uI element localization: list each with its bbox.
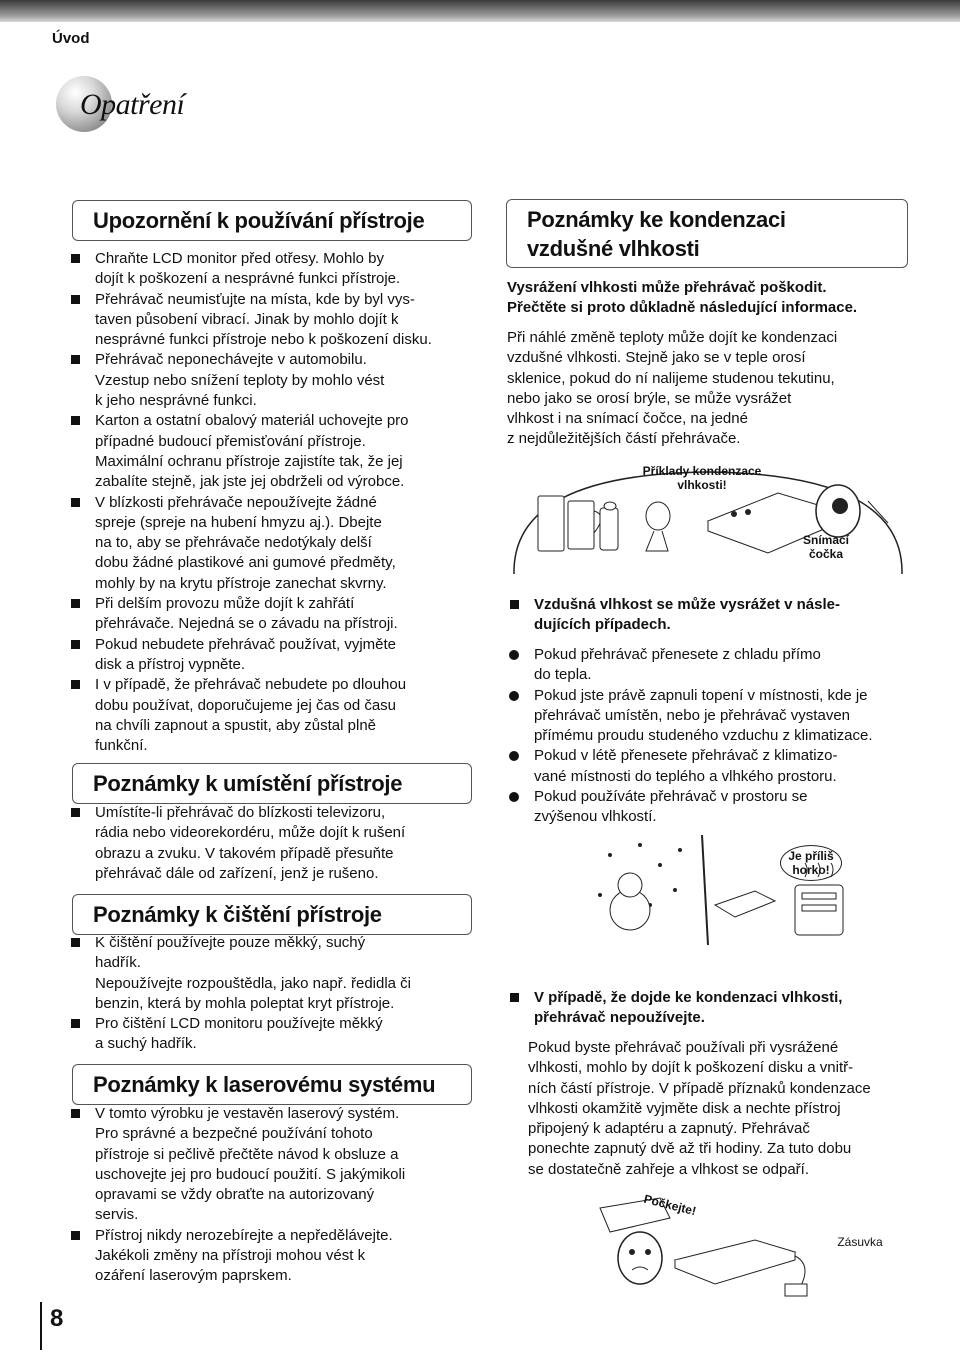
- heading-condensation: [506, 199, 908, 268]
- list-item-line: případné budoucí přemisťování přístroje.: [95, 432, 366, 450]
- list-item-line: taven působení vibrací. Jinak by mohlo dojít k: [95, 310, 399, 328]
- list-item-line: Pokud přehrávač přenesete z chladu přímo: [534, 646, 821, 663]
- list-item-line: V blízkosti přehrávače nepoužívejte žádné: [95, 493, 377, 511]
- list-item-line: Maximální ochranu přístroje zajistíte tak, že jej: [95, 452, 403, 470]
- page-title: Opatření: [80, 88, 185, 121]
- list-item-line: uschovejte jej pro budoucí použití. S jakýmikoli: [95, 1165, 406, 1183]
- text-line: vzdušné vlhkosti. Stejně jako se v teple orosí: [507, 349, 806, 367]
- cases-heading: Vzdušná vlhkost se může vysrážet v násle- dujících případech.: [507, 595, 927, 636]
- list-item: [507, 746, 927, 787]
- list-item-line: Pokud v létě přenesete přehrávač z klimatizo-: [534, 747, 838, 765]
- list-item-line: dojít k poškození a nesprávné funkci přístroje.: [95, 270, 401, 288]
- text-line: sklenice, pokud do ní nalijeme studenou tekutinu,: [507, 369, 835, 387]
- list-item: [68, 803, 478, 884]
- lens-label: Snímací čočka: [802, 533, 850, 561]
- list-cleaning: [68, 933, 478, 1055]
- list-item: [68, 675, 478, 756]
- list-item-line: přístroje si pečlivě přečtěte návod k obsluze a: [95, 1145, 399, 1163]
- list-item-line: Umístíte-li přehrávač do blízkosti televizoru,: [95, 804, 386, 821]
- list-item-line: funkční.: [95, 737, 148, 755]
- list-item-line: disk a přístroj vypněte.: [95, 655, 246, 673]
- list-item-line: přímému proudu studeného vzduchu z klimatizace.: [534, 727, 873, 745]
- list-item-line: Pro správné a bezpečné používání tohoto: [95, 1125, 373, 1143]
- list-item-line: k jeho nesprávné funkci.: [95, 392, 257, 410]
- warning-text: [507, 278, 927, 319]
- list-item-line: Chraňte LCD monitor před otřesy. Mohlo by: [95, 250, 385, 267]
- text-line: připojený k adaptéru a zapnutý. Přehrávač: [528, 1120, 810, 1138]
- list-item-line: V tomto výrobku je vestavěn laserový systém.: [95, 1105, 400, 1122]
- cases-list: [507, 645, 927, 828]
- heading-usage: Upozornění k používání přístroje: [72, 200, 472, 241]
- list-item-line: nesprávné funkci přístroje nebo k poškození disku.: [95, 331, 432, 349]
- list-item-line: dobu žádné plastikové ani gumové předměty,: [95, 554, 396, 572]
- list-item-line: Při delším provozu může dojít k zahřátí: [95, 595, 355, 613]
- text-line: ponechte zapnutý dvě až tři hodiny. Za tuto dobu: [528, 1140, 852, 1158]
- list-item-line: Nepoužívejte rozpouštědla, jako např. ředidla či: [95, 974, 412, 992]
- list-item-line: Vzestup nebo snížení teploty by mohlo vést: [95, 371, 385, 389]
- list-item-line: na to, aby se přehrávače nedotýkaly delší: [95, 534, 372, 552]
- list-item: [68, 933, 478, 1014]
- list-item-line: Jakékoli změny na přístroji mohou vést k: [95, 1247, 366, 1265]
- list-item: [68, 350, 478, 411]
- list-item: [68, 411, 478, 492]
- list-item: [68, 635, 478, 676]
- text-line: vlhkosti okamžitě vyjměte disk a nechte přístroj: [528, 1099, 841, 1117]
- list-item-line: přehrávač dále od zařízení, jenž je rušeno.: [95, 864, 379, 882]
- list-item-line: opravami se vždy obraťte na autorizovaný: [95, 1186, 375, 1204]
- list-item-line: obrazu a zvuku. V takovém případě přesuňte: [95, 844, 394, 862]
- heading-placement: Poznámky k umístění přístroje: [72, 763, 472, 804]
- warning-line: Vysrážení vlhkosti může přehrávač poškodit.: [507, 279, 827, 296]
- text-line: z nejdůležitějších částí přehrávače.: [507, 430, 741, 448]
- no-use-text: [528, 1038, 928, 1180]
- heading-laser: Poznámky k laserovému systému: [72, 1064, 472, 1105]
- list-item-line: na chvíli zapnout a spustit, aby zůstal plně: [95, 716, 377, 734]
- list-item-line: Přehrávač neumisťujte na místa, kde by byl vys-: [95, 290, 415, 308]
- list-item-line: K čištění používejte pouze měkký, suchý: [95, 934, 366, 951]
- list-item-line: přehrávače. Nejedná se o závadu na přístroji.: [95, 615, 398, 633]
- list-item: [68, 594, 478, 635]
- wait-label: Počkejte!: [642, 1191, 698, 1219]
- list-item-line: Přehrávač neponechávejte v automobilu.: [95, 351, 367, 369]
- list-item-line: spreje (spreje na hubení hmyzu aj.). Dbejte: [95, 513, 382, 531]
- list-item-line: Pokud používáte přehrávač v prostoru se: [534, 788, 808, 806]
- list-item-line: servis.: [95, 1206, 139, 1224]
- list-usage: [68, 249, 478, 756]
- heading-cleaning: Poznámky k čištění přístroje: [72, 894, 472, 935]
- list-item-line: hadřík.: [95, 954, 141, 972]
- list-laser: [68, 1104, 478, 1287]
- text-line: se dostatečně zahřeje a vlhkost se odpaří.: [528, 1160, 810, 1178]
- list-item-line: dobu používat, doporučujeme jej čas od času: [95, 696, 397, 714]
- list-item-line: benzin, která by mohla poleptat kryt přístroje.: [95, 994, 395, 1012]
- section-label: Úvod: [52, 30, 90, 47]
- list-item-line: zvýšenou vlhkostí.: [534, 808, 657, 826]
- list-placement: [68, 803, 478, 884]
- list-item: [68, 1226, 478, 1287]
- text-line: Při náhlé změně teploty může dojít ke kondenzaci: [507, 329, 838, 346]
- page-title-block: [56, 76, 216, 138]
- list-item-line: Pokud jste právě zapnuli topení v místnosti, kde je: [534, 686, 868, 704]
- list-item-line: Pokud nebudete přehrávač používat, vyjměte: [95, 635, 397, 653]
- text-line: ních částí přístroje. V případě příznaků kondenzace: [528, 1079, 871, 1097]
- socket-label: Zásuvka: [837, 1235, 883, 1249]
- page-number: 8: [50, 1305, 64, 1332]
- too-hot-bubble: Je příliš horko!: [780, 845, 842, 881]
- intro-text: [507, 328, 927, 450]
- list-item-line: Pro čištění LCD monitoru používejte měkký: [95, 1015, 383, 1033]
- list-item: [507, 645, 927, 686]
- list-item: [68, 290, 478, 351]
- list-item: [68, 1104, 478, 1226]
- list-item: [68, 493, 478, 594]
- list-item-line: a suchý hadřík.: [95, 1035, 197, 1053]
- list-item: [507, 686, 927, 747]
- list-item-line: rádia nebo videorekordéru, může dojít k rušení: [95, 824, 406, 842]
- list-item: [507, 787, 927, 828]
- list-item-line: ozáření laserovým paprskem.: [95, 1267, 292, 1285]
- text-line: nebo jako se orosí brýle, se může vysrážet: [507, 389, 792, 407]
- no-use-heading: V případě, že dojde ke kondenzaci vlhkosti, přehrávač nepoužívejte.: [507, 988, 927, 1029]
- list-item-line: přehrávač umístěn, nebo je přehrávač vystaven: [534, 706, 851, 724]
- heading-condensation-line1: Poznámky ke kondenzaci: [527, 207, 786, 232]
- text-line: vlhkosti, mohlo by dojít k poškození disku a vnitř-: [528, 1059, 854, 1077]
- page-number-rule: [40, 1302, 42, 1350]
- heading-condensation-line2: vzdušné vlhkosti: [527, 235, 700, 261]
- condensation-examples-label: Příklady kondenzace vlhkosti!: [642, 464, 762, 492]
- list-item-line: mohly by na krytu přístroje zanechat skvrny.: [95, 574, 387, 592]
- list-item: [68, 1014, 478, 1055]
- warning-line: Přečtěte si proto důkladně následující informace.: [507, 299, 858, 317]
- list-item-line: Karton a ostatní obalový materiál uchovejte pro: [95, 412, 409, 430]
- list-item-line: zabalíte stejně, jak jste jej obdrželi od výrobce.: [95, 473, 405, 491]
- text-line: Pokud byste přehrávač používali při vysrážené: [528, 1039, 839, 1056]
- list-item: [68, 249, 478, 290]
- list-item-line: vané místnosti do teplého a vlhkého prostoru.: [534, 767, 837, 785]
- top-bar: [0, 0, 960, 22]
- list-item-line: I v případě, že přehrávač nebudete po dlouhou: [95, 676, 407, 694]
- text-line: vlhkost i na snímací čočce, na jedné: [507, 410, 748, 428]
- list-item-line: Přístroj nikdy nerozebírejte a nepředělávejte.: [95, 1226, 393, 1244]
- list-item-line: do tepla.: [534, 666, 592, 684]
